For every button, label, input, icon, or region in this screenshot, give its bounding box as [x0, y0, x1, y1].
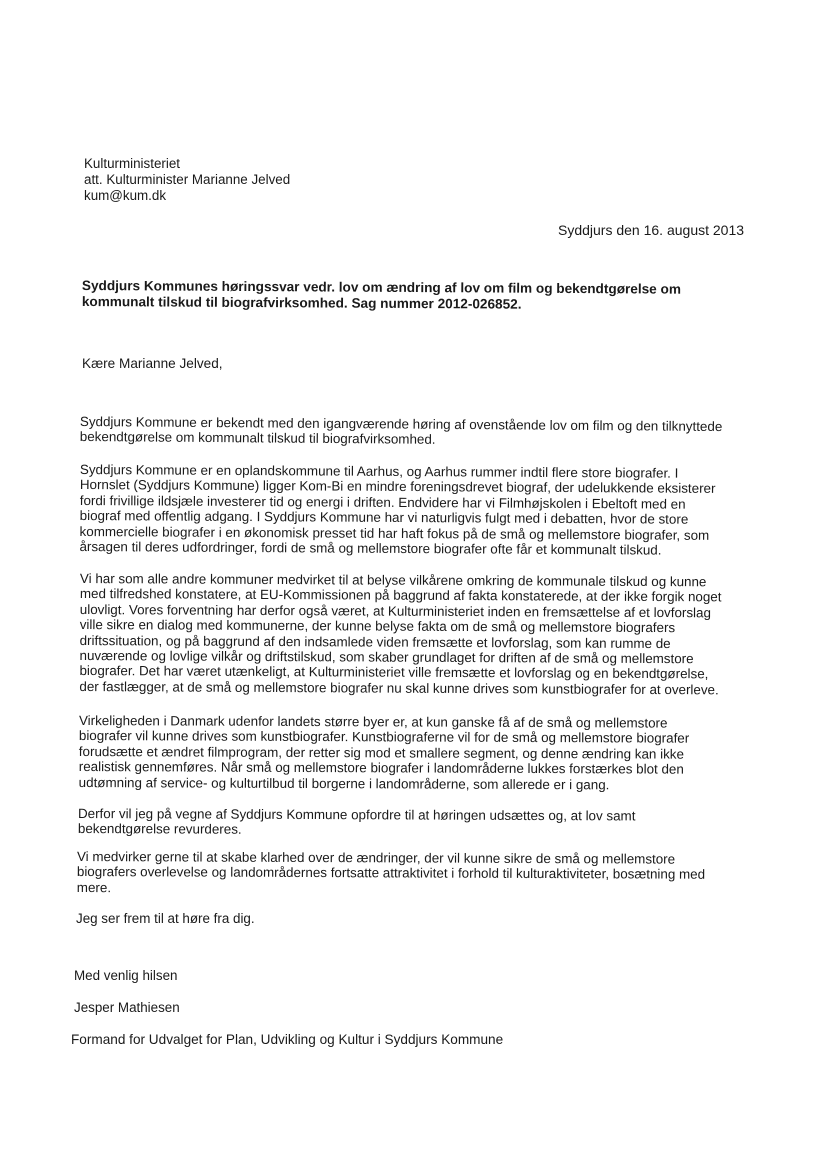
body-paragraph-6 [77, 849, 742, 898]
paragraph-line: kommercielle biografer i en økonomisk presset tid har haft fokus på de små og mellemstore biografer, som [79, 523, 710, 543]
paragraph-line: Hornslet (Syddjurs Kommune) ligger Kom-Bi en mindre foreningsdrevet biograf, der udelukkende eksisterer [79, 477, 716, 497]
paragraph-line: biografer. Det har været utænkeligt, at Kulturministeriet ville fremsætte et lovforslag og en bekendtgørelse, [79, 663, 709, 682]
paragraph-line: årsagen til deres udfordringer, fordi de små og mellemstore biografer ofte får et kommunalt tilskud. [79, 539, 662, 558]
paragraph-line: ville sikre en dialog med kommunerne, der kunne belyse fakta om de små og mellemstore biografers [79, 617, 676, 636]
paragraph-line: realistisk gennemføres. Når små og mellemstore biografer i landområderne lukkes forstærkes blot den [78, 759, 684, 777]
recipient-attn: att. Kulturminister Marianne Jelved [84, 172, 291, 187]
paragraph-line: bekendtgørelse revurderes. [77, 821, 242, 838]
paragraph-line: Vi har som alle andre kommuner medvirket til at belyse vilkårene omkring de kommunale tilskud og kunne [79, 571, 707, 590]
closing-phrase: Med venlig hilsen [74, 968, 178, 983]
paragraph-line: Vi medvirker gerne til at skabe klarhed over de ændringer, der vil kunne sikre de små og mellemstore [76, 849, 676, 867]
paragraph-line: biograf med offentlig adgang. I Syddjurs Kommune har vi naturligvis fulgt med i debatten, hvor de store [79, 508, 689, 527]
paragraph-line: der fastlægger, at de små og mellemstore biografer nu skal kunne drives som kunstbiografer for at overleve. [79, 678, 719, 698]
paragraph-line: Virkeligheden i Danmark udenfor landets større byer er, at kun ganske få af de små og mellemstore [78, 713, 668, 731]
paragraph-line: fordi frivillige ildsjæle investerer tid og energi i driften. Endvidere har vi Filmhøjskolen i Ebeltoft med en [79, 492, 686, 512]
recipient-address [84, 156, 290, 204]
subject-line-2: kommunalt tilskud til biografvirksomhed. Sag nummer 2012-026852. [81, 293, 522, 312]
signer-title: Formand for Udvalget for Plan, Udvikling og Kultur i Syddjurs Kommune [71, 1032, 504, 1047]
paragraph-line: nuværende og lovlige vilkår og driftstilskud, som skaber grundlaget for driften af de små og mellemstore [79, 648, 694, 667]
paragraph-line: forudsætte et ændret filmprogram, der retter sig mod et smallere segment, og denne ændring kan ikke [78, 743, 684, 762]
paragraph-line: bekendtgørelse om kommunalt tilskud til biografvirksomhed. [79, 429, 436, 448]
body-paragraph-1 [80, 414, 745, 450]
paragraph-line: med tilfredshed konstatere, at EU-Kommissionen på baggrund af fakta konstaterede, at der ikke forgik noget [79, 586, 722, 605]
body-paragraph-4 [79, 713, 744, 793]
body-paragraph-7 [76, 911, 741, 926]
signer-name: Jesper Mathiesen [74, 1000, 180, 1015]
paragraph-line: driftssituation, og på baggrund af den indsamlede viden fremsætte et lovforslag, som kan rumme de [79, 632, 671, 651]
salutation: Kære Marianne Jelved, [82, 356, 223, 371]
paragraph-line: Jeg ser frem til at høre fra dig. [76, 911, 255, 926]
paragraph-line: Syddjurs Kommune er bekendt med den igangværende høring af ovenstående lov om film og den tilknyttede [79, 414, 723, 435]
paragraph-line: Syddjurs Kommune er en oplandskommune til Aarhus, og Aarhus rummer indtil flere store biografer. I [79, 462, 679, 481]
recipient-email: kum@kum.dk [84, 188, 167, 203]
body-paragraph-5 [78, 806, 743, 840]
paragraph-line: biografers overlevelse og landområdernes fortsatte attraktivitet i forhold til kulturaktiviteter, bosætning med [76, 864, 706, 883]
paragraph-line: Derfor vil jeg på vegne af Syddjurs Kommune opfordre til at høringen udsættes og, at lov samt [77, 806, 636, 824]
body-paragraph-3 [79, 571, 745, 698]
recipient-org: Kulturministeriet [84, 156, 180, 171]
subject-heading [82, 278, 722, 314]
paragraph-line: ulovligt. Vores forventning har derfor også været, at Kulturministeriet inden en fremsættelse af et lovforslag [79, 601, 712, 621]
body-paragraph-2 [79, 462, 745, 558]
paragraph-line: biografer vil kunne drives som kunstbiografer. Kunstbiograferne vil for de små og mellemstore biografer [78, 728, 690, 747]
subject-line-1: Syddjurs Kommunes høringssvar vedr. lov om ændring af lov om film og bekendtgørelse om [81, 278, 681, 297]
date-line: Syddjurs den 16. august 2013 [558, 222, 745, 238]
paragraph-line: udtømning af service- og kulturtilbud til borgerne i landområderne, som allerede er i gang. [78, 774, 610, 792]
paragraph-line: mere. [76, 879, 112, 895]
